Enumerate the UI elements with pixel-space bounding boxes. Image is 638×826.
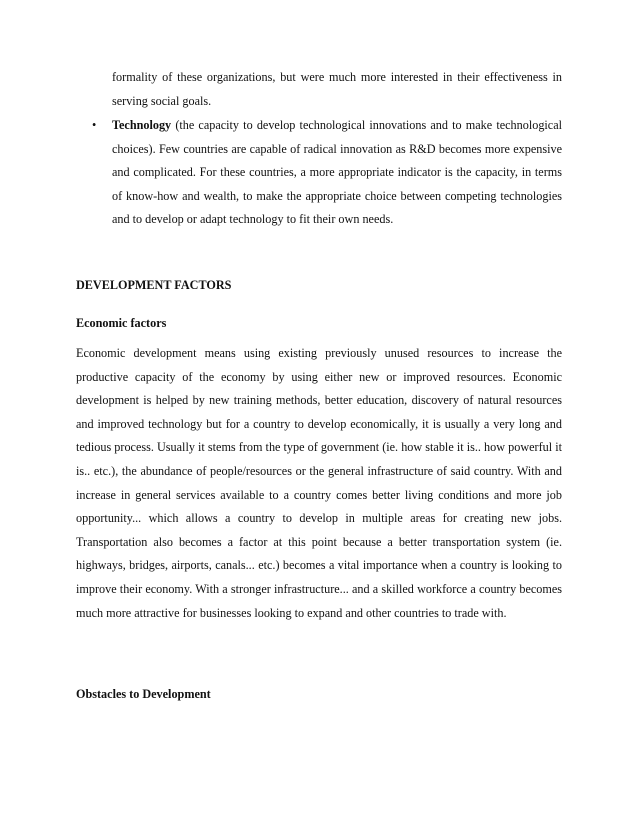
bullet-term: Technology bbox=[112, 118, 172, 132]
bullet-marker: • bbox=[92, 118, 97, 132]
obstacles-heading: Obstacles to Development bbox=[76, 687, 211, 701]
continuation-paragraph: formality of these organizations, but were much more interested in their effectiveness in serving social goals. bbox=[112, 70, 562, 108]
economic-factors-heading: Economic factors bbox=[76, 316, 167, 330]
technology-bullet-item bbox=[112, 114, 562, 232]
economic-factors-paragraph: Economic development means using existing previously unused resources to increase the productive capacity of the economy by using either new or improved resources. Economic development is helped by new training methods, better education, discovery of natural resources and improved technology but for a country to develop economically, it is usually a very long and tedious process. Usually it stems from the type of government (ie. how stable it is.. how powerful it is.. etc.), the abundance of people/resources or the general infrastructure of said country. With and increase in general services available to a country comes better living conditions and more job opportunity... which allows a country to develop in multiple areas for creating new jobs. Transportation also becomes a factor at this point because a better transportation system (ie. highways, bridges, airports, canals... etc.) becomes a vital importance when a country is looking to improve their economy. With a stronger infrastructure... and a skilled workforce a country becomes much more attractive for businesses looking to expand and other countries to trade with. bbox=[76, 346, 562, 620]
development-factors-heading: DEVELOPMENT FACTORS bbox=[76, 278, 232, 292]
bullet-text: (the capacity to develop technological innovations and to make technological choices). Few countries are capable of radical innovation as R&D becomes more expensive and complicated. For these countries, a more appropriate indicator is the capacity, in terms of know-how and wealth, to make the appropriate choice between competing technologies and to develop or adapt technology to fit their own needs. bbox=[112, 118, 562, 227]
